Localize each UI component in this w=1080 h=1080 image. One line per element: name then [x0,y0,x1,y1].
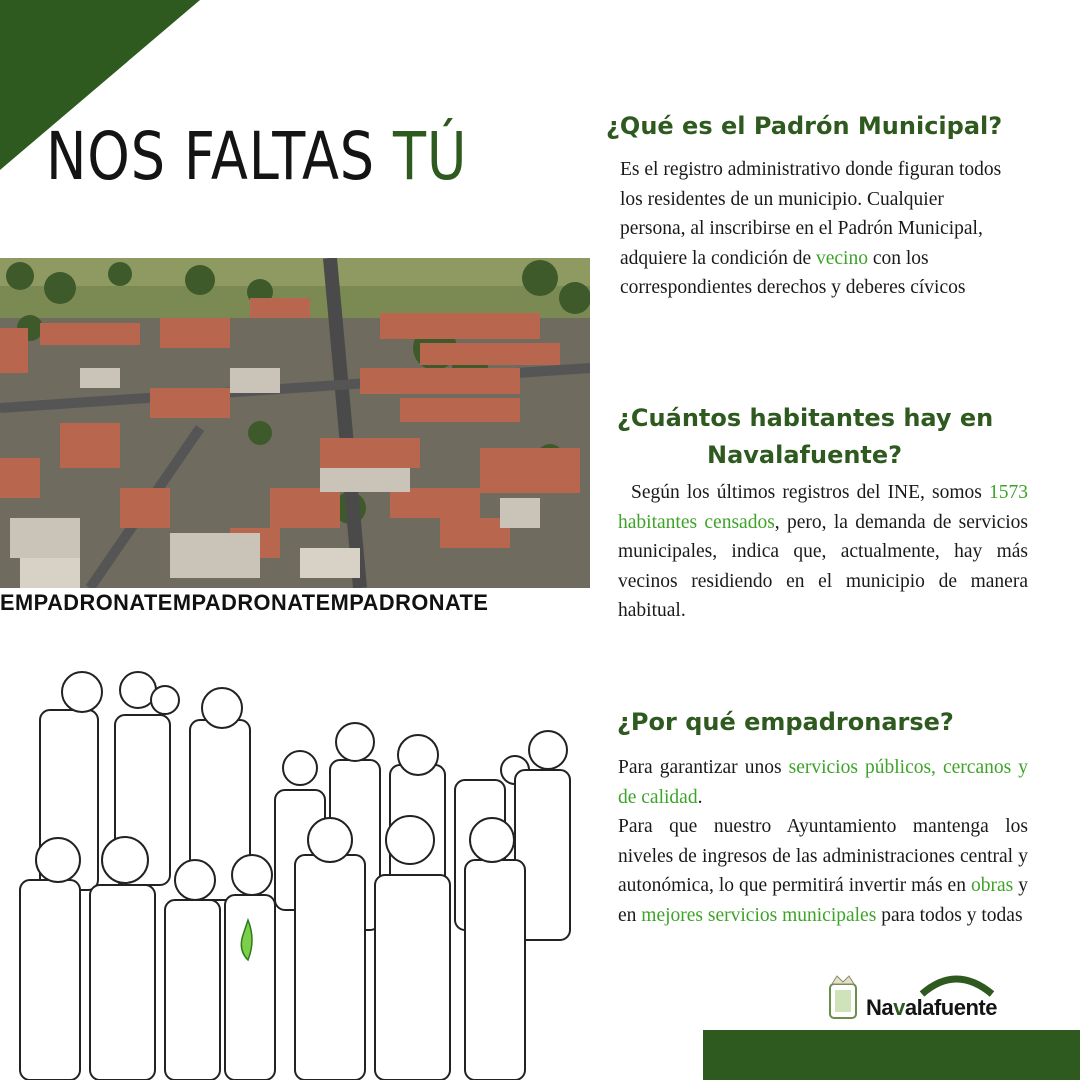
habitantes-highlight: 1573 habitantes censados [618,482,1028,533]
empadronarse-p2-text-1: Para que nuestro Ayuntamiento mantenga los niveles de ingresos de las administraciones central y autonómica, lo que permitirá invertir más en [618,816,1028,896]
logo-wordmark [866,995,997,1021]
section-heading-habitantes-1: ¿Cuántos habitantes hay en [617,404,994,432]
footer-bar [703,1030,1080,1080]
logo-text-a: Na [866,995,894,1020]
section-heading-habitantes-2: Navalafuente? [707,441,903,469]
hero-title-accent: TÚ [392,118,468,195]
section-body-empadronarse-1 [618,753,1028,812]
coat-of-arms-icon [830,976,856,1018]
empadronarse-p1-highlight: servicios públicos, cercanos y de calidad [618,757,1028,808]
hero-title-main: NOS FALTAS [46,118,393,195]
empadronarse-p2-highlight-1: obras [970,875,1014,896]
padron-text-1: Es el registro administrativo donde figuran todos los residentes de un municipio. Cualquier persona, al inscribirse en el Padrón Municipal, adquiere la condición de [620,159,1002,269]
section-heading-empadronarse: ¿Por qué empadronarse? [617,708,954,736]
habitantes-text-1: Según los últimos registros del INE, somos [631,482,989,503]
padron-text-2: con los correspondientes derechos y deberes cívicos [620,247,966,298]
empadronarse-p2-highlight-2: mejores servicios municipales [641,904,877,926]
habitantes-text-2: , pero, la demanda de servicios municipales, indica que, actualmente, hay más vecinos residiendo en el municipio de manera habitual. [618,511,1028,621]
empadronate-banner: EMPADRONATEMPADRONATEMPADRONATE [0,590,489,615]
aerial-town-photo [0,258,590,588]
section-body-habitantes [618,478,1028,626]
empadronarse-p1-text-2: . [697,786,703,808]
empadronarse-p2-text-3: para todos y todas [876,904,1023,926]
logo-text-b: v [893,995,905,1020]
hero-title [46,118,467,195]
empadronarse-p2-text-2: y en [618,875,1029,926]
section-body-empadronarse-2 [618,812,1028,930]
logo-text-c: alafuente [904,995,997,1020]
crowd-illustration [0,660,600,1080]
padron-highlight: vecino [816,247,868,269]
section-heading-padron: ¿Qué es el Padrón Municipal? [606,112,1003,140]
section-body-padron [620,155,1010,303]
empadronarse-p1-text-1: Para garantizar unos [618,757,789,778]
